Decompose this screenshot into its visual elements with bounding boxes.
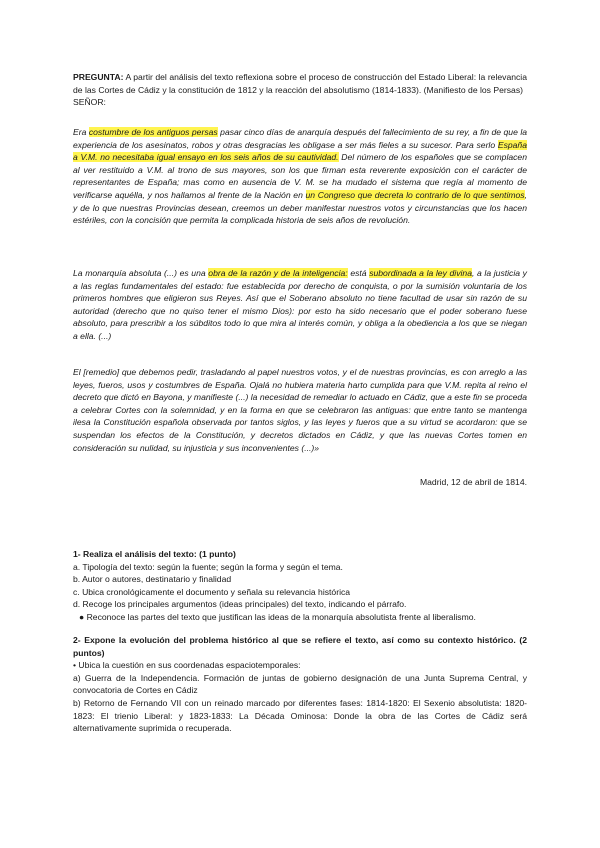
section-2-title: 2- Expone la evolución del problema histórico al que se refiere el texto, así como su contexto histórico. (2 puntos) bbox=[73, 635, 527, 658]
section-1-item-b: b. Autor o autores, destinatario y finalidad bbox=[73, 574, 232, 585]
section-1-bullet: ● Reconoce las partes del texto que justifican las ideas de la monarquía absolutista frente al liberalismo. bbox=[79, 611, 476, 622]
section-1-item-c: c. Ubica cronológicamente el documento y señala su relevancia histórica bbox=[73, 586, 351, 597]
section-2-item-a: a) Guerra de la Independencia. Formación de juntas de gobierno designación de una Junta Suprema Central, y convocatoria de Cortes en Cádiz bbox=[73, 672, 527, 696]
p2-text-2: está bbox=[347, 268, 370, 278]
p1-text-2: pasar cinco días de anarquía después del fallecimiento de su rey, a fin de que la experiencia de los asesinatos, robos y otras desgracias les obligase a ser más fieles a su sucesor. Para serlo bbox=[73, 127, 528, 150]
salutation: SEÑOR: bbox=[73, 97, 106, 108]
p1-highlight-1: costumbre de los antiguos persas bbox=[88, 127, 218, 137]
question-block bbox=[73, 71, 527, 109]
section-1 bbox=[73, 548, 527, 624]
p1-text-1: Era bbox=[73, 127, 89, 137]
p1-text-3: Del número de los españoles que se complacen al ver restituido a V.M. al trono de sus mayores, son los que firman esta reverente exposición con el carácter de representantes de España; mas como en ausencia de V. M. se ha mudado el sistema que regía al momento de verificarse aquélla, y nos hallamos al frente de la Nación en bbox=[73, 152, 527, 200]
section-2 bbox=[73, 634, 527, 735]
section-1-title: 1- Realiza el análisis del texto: (1 punto) bbox=[73, 549, 236, 559]
p2-text-3: , a la justicia y a las reglas fundamentales del estado: fue establecida por derecho de conquista, o por la sumisión voluntaria de los primeros hombres que eligieron sus Reyes. Así que el Soberano absoluto no tiene facultad de usar sin razón de su autoridad (derecho que no quiso tener el mismo Dios): por esto ha sido necesario que el poder soberano fuese absoluto, para prescribir a los súbditos todo lo que mira al interés común, y obliga a la obediencia a los que se niegan a ella. (...) bbox=[73, 268, 527, 341]
signature-text: Madrid, 12 de abril de 1814. bbox=[419, 477, 527, 487]
question-label: PREGUNTA: bbox=[73, 72, 124, 82]
paragraph-1 bbox=[73, 126, 527, 227]
section-1-item-a: a. Tipología del texto: según la fuente; según la forma y según el tema. bbox=[73, 561, 343, 572]
p2-highlight-1: obra de la razón y de la inteligencia: bbox=[208, 268, 348, 278]
question-text: A partir del análisis del texto reflexiona sobre el proceso de construcción del Estado Liberal: la relevancia de las Cortes de Cádiz y la constitución de 1812 y la reacción del absolutismo (1814-1833). (Manifiesto de los Persas) bbox=[73, 72, 527, 95]
paragraph-2 bbox=[73, 267, 527, 343]
p3-text: El [remedio] que debemos pedir, trasladando al papel nuestros votos, y el de nuestras provincias, es con arreglo a las leyes, fueros, usos y costumbres de España. Ojalá no hubiera materia harto cumplida para que V.M. repita al reino el decreto que dictó en Bayona, y manifieste (...) la necesidad de remediar lo actuado en Cádiz, que a este fin se proceda a celebrar Cortes con la solemnidad, y en la forma en que se celebraron las antiguas: que entre tanto se mantenga ilesa la Constitución española observada por tantos siglos, y las leyes y fueros que a su virtud se acordaron: que se suspendan los efectos de la Constitución, y decretos dictados en Cádiz, y que las nuevas Cortes tomen en consideración su nulidad, su injusticia y sus inconvenientes (...)» bbox=[73, 367, 527, 453]
p2-highlight-2: subordinada a la ley divina bbox=[369, 268, 472, 278]
p1-text-4: , y de lo que nuestras Provincias desean, creemos un deber manifestar nuestros votos y circunstancias que los hacen estériles, con la concisión que permita la complicada historia de seis años de revolución. bbox=[73, 189, 527, 226]
section-2-intro: • Ubica la cuestión en sus coordenadas espaciotemporales: bbox=[73, 660, 301, 671]
question-paragraph bbox=[73, 71, 527, 96]
p2-text-1: La monarquía absoluta (...) es una bbox=[73, 268, 209, 278]
section-2-item-b: b) Retorno de Fernando VII con un reinado marcado por diferentes fases: 1814-1820: El Sexenio absolutista: 1820-1823: El trienio Liberal: y 1823-1833: La Década Ominosa: Donde la obra de las Cortes de Cádiz será alternativamente suprimida o recuperada. bbox=[73, 697, 527, 734]
signature bbox=[73, 476, 529, 489]
paragraph-3 bbox=[73, 366, 527, 454]
section-1-item-d: d. Recoge los principales argumentos (ideas principales) del texto, indicando el párrafo. bbox=[73, 599, 407, 610]
p1-highlight-3: un Congreso que decreta lo contrario de lo que sentimos bbox=[305, 189, 525, 200]
p1-highlight-2: España a V.M. no necesitaba igual ensayo en los seis años de su cautividad. bbox=[73, 139, 527, 163]
